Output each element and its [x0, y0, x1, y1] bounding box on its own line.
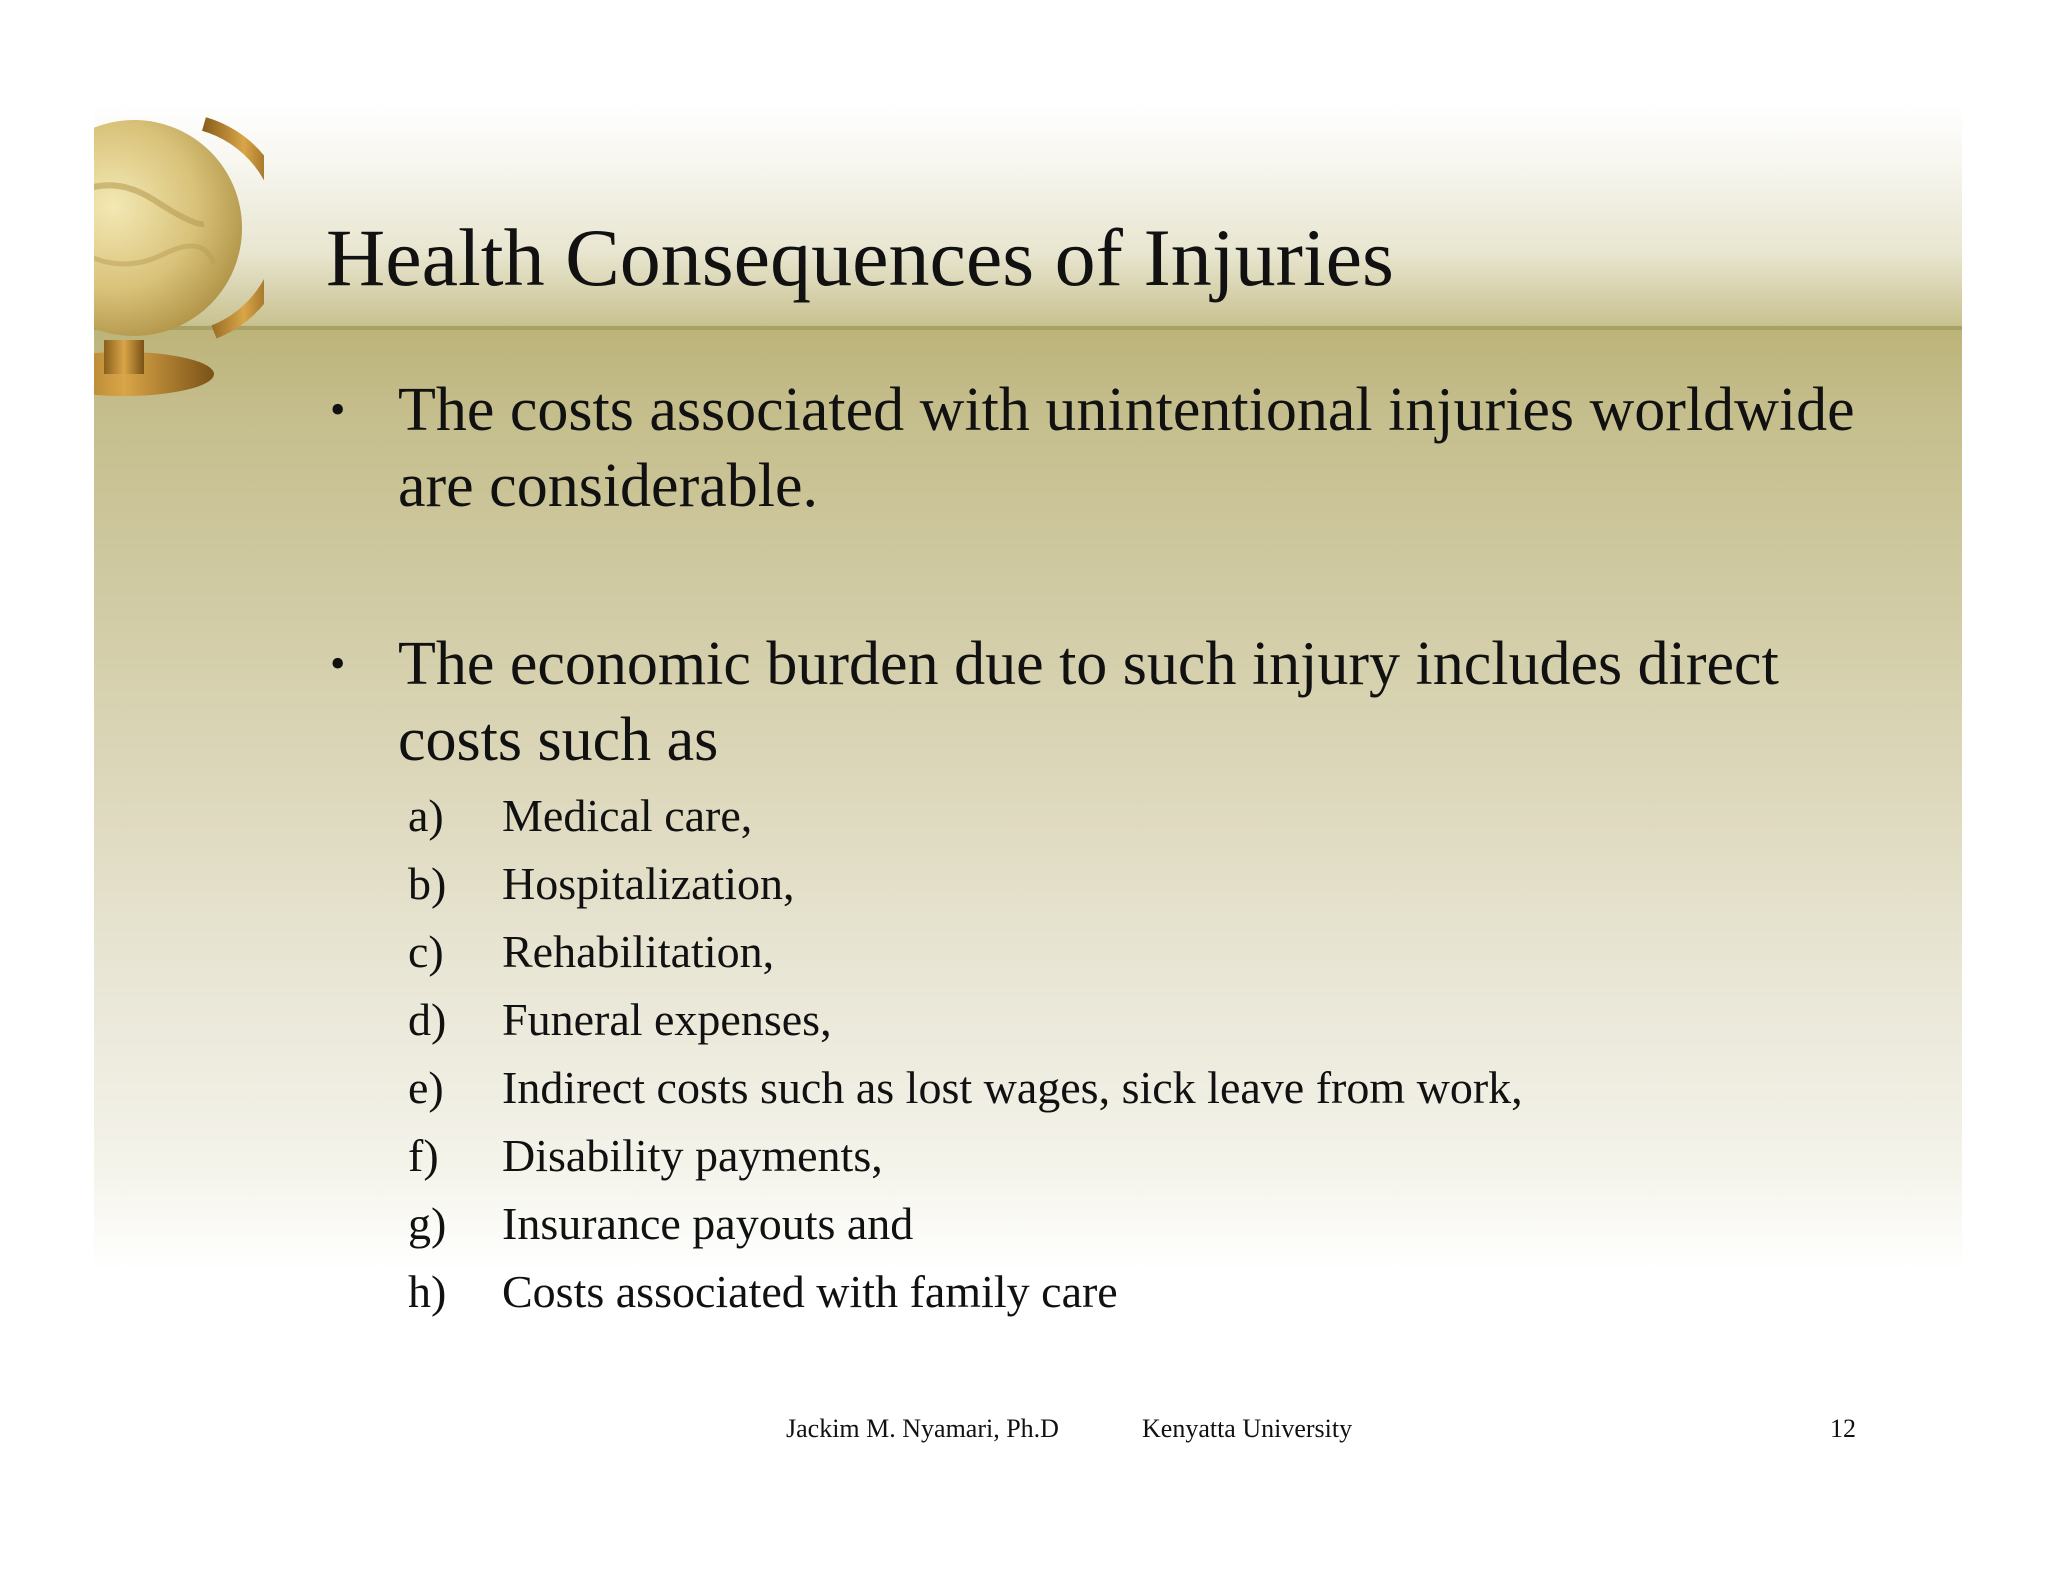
sub-list-text: Disability payments, [502, 1130, 883, 1181]
sub-list-item [408, 782, 1808, 850]
bullet-marker: • [330, 385, 346, 434]
bullet-text: The economic burden due to such injury includes direct costs such as [398, 630, 1779, 774]
sub-list-marker: b) [408, 858, 447, 909]
title-divider [94, 326, 1962, 330]
sub-list-item [408, 986, 1808, 1054]
bullet-marker: • [330, 639, 346, 688]
sub-list-item [408, 1258, 1808, 1326]
sub-list-text: Rehabilitation, [502, 926, 775, 977]
page-number: 12 [1830, 1414, 1856, 1443]
sub-list-marker: g) [408, 1198, 447, 1249]
sub-list-text: Indirect costs such as lost wages, sick leave from work, [502, 1062, 1523, 1113]
sub-list-text: Costs associated with family care [502, 1266, 1118, 1317]
slide-title: Health Consequences of Injuries [326, 212, 1394, 303]
sub-list-item [408, 1054, 1808, 1122]
sub-list-item [408, 1122, 1808, 1190]
sub-list-text: Insurance payouts and [502, 1198, 914, 1249]
sub-list-item [408, 1190, 1808, 1258]
sub-list-text: Funeral expenses, [502, 994, 832, 1045]
sub-list-marker: c) [408, 926, 444, 977]
sub-list-marker: a) [408, 790, 444, 841]
sub-list-item [408, 918, 1808, 986]
globe-icon [94, 104, 264, 404]
footer-author: Jackim M. Nyamari, Ph.D [786, 1414, 1059, 1443]
sub-list-marker: d) [408, 994, 447, 1045]
footer-organization: Kenyatta University [1142, 1414, 1353, 1443]
sub-list-item [408, 850, 1808, 918]
sub-list-marker: f) [408, 1130, 439, 1181]
sub-list-text: Hospitalization, [502, 858, 795, 909]
sub-list-marker: h) [408, 1266, 447, 1317]
sub-list [408, 782, 1808, 1326]
sub-list-marker: e) [408, 1062, 444, 1113]
sub-list-text: Medical care, [502, 790, 753, 841]
bullet-text: The costs associated with unintentional injuries worldwide are considerable. [398, 376, 1855, 520]
